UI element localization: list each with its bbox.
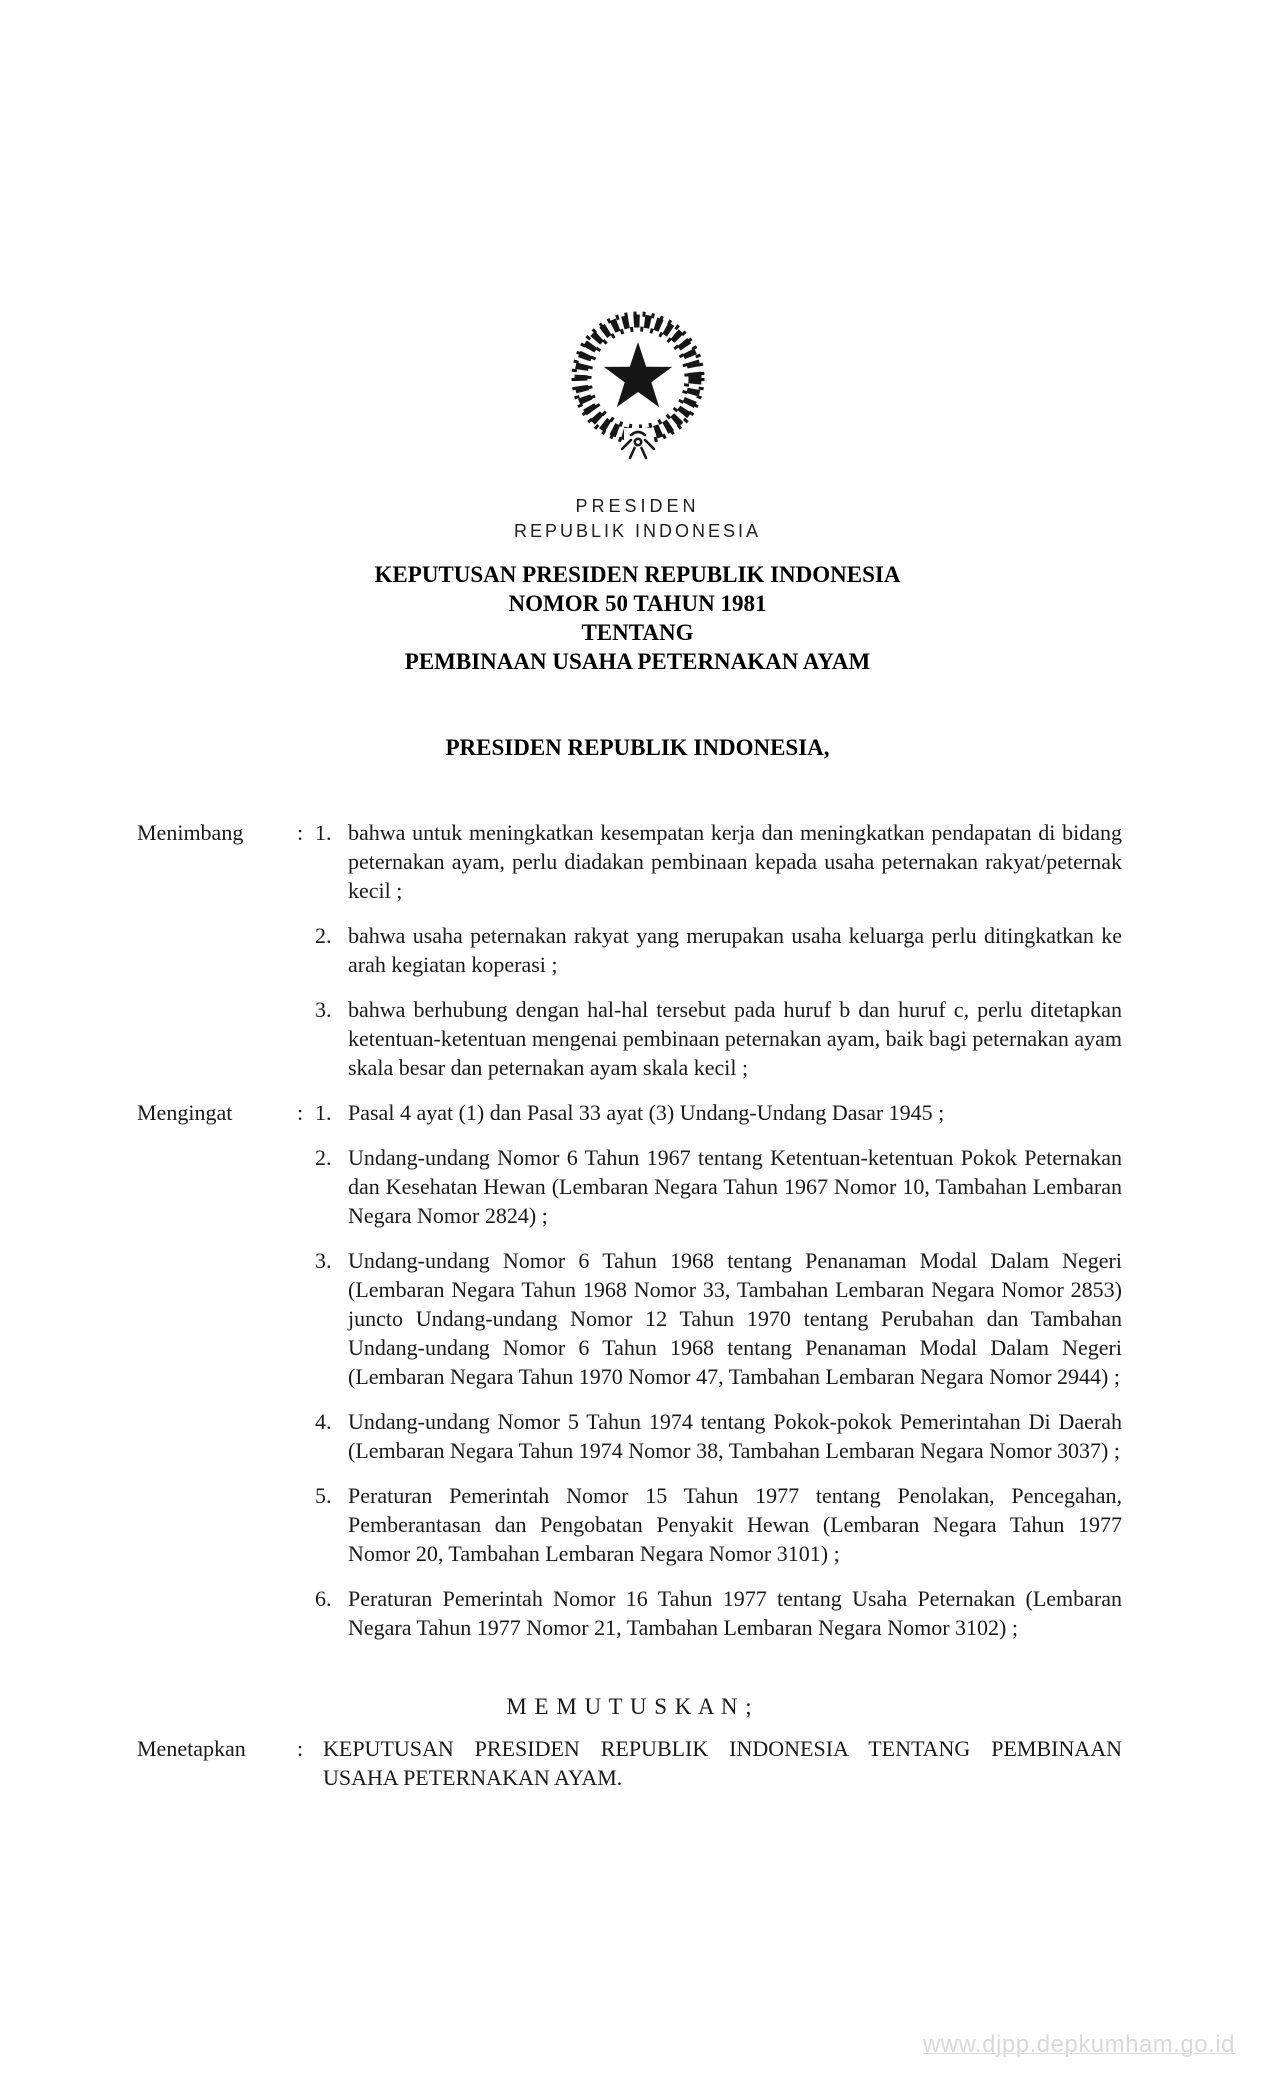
item-text: Peraturan Pemerintah Nomor 15 Tahun 1977 tentang Penolakan, Pencegahan, Pemberantasan dan Pengobatan Penyakit Hewan (Lembaran Negara Tahun 1977 Nomor 20, Tambahan Lembaran Negara Nomor 3101) ; xyxy=(348,1483,1122,1566)
opening-heading: PRESIDEN REPUBLIK INDONESIA, xyxy=(445,735,830,760)
decree-title-line3: TENTANG xyxy=(581,620,694,645)
section-label: Menetapkan xyxy=(137,1736,246,1761)
decree-title-line1: KEPUTUSAN PRESIDEN REPUBLIK INDONESIA xyxy=(374,562,901,587)
item-text: Peraturan Pemerintah Nomor 16 Tahun 1977 tentang Usaha Peternakan (Lembaran Negara Tahun 1977 Nomor 21, Tambahan Lembaran Negara Nomor 3102) ; xyxy=(348,1586,1122,1640)
list-item xyxy=(315,1584,1122,1642)
item-text: bahwa berhubung dengan hal-hal tersebut pada huruf b dan huruf c, perlu ditetapkan ketentuan-ketentuan mengenai pembinaan peternakan ayam, baik bagi peternakan ayam skala besar dan peternakan ayam skala kecil ; xyxy=(348,997,1122,1080)
memutuskan-heading: M E M U T U S K A N ; xyxy=(506,1694,753,1719)
item-text: Undang-undang Nomor 6 Tahun 1968 tentang Penanaman Modal Dalam Negeri (Lembaran Negara Tahun 1968 Nomor 33, Tambahan Lembaran Negara Nomor 2853) juncto Undang-undang Nomor 12 Tahun 1970 tentang Perubahan dan Tambahan Undang-undang Nomor 6 Tahun 1968 tentang Penanaman Modal Dalam Negeri (Lembaran Negara Tahun 1970 Nomor 47, Tambahan Lembaran Negara Nomor 2944) ; xyxy=(348,1248,1122,1389)
section-label: Menimbang xyxy=(137,820,244,845)
agency-caption xyxy=(0,496,1275,542)
item-number: 2. xyxy=(315,1145,332,1170)
section-row xyxy=(137,1098,1122,1658)
decree-title-line4: PEMBINAAN USAHA PETERNAKAN AYAM xyxy=(404,649,871,674)
star-wreath-emblem-icon xyxy=(562,302,714,472)
item-number: 1. xyxy=(315,1100,332,1125)
item-text: Undang-undang Nomor 5 Tahun 1974 tentang Pokok-pokok Pemerintahan Di Daerah (Lembaran Negara Tahun 1974 Nomor 38, Tambahan Lembaran Negara Nomor 3037) ; xyxy=(348,1409,1122,1463)
agency-republik-label: REPUBLIK INDONESIA xyxy=(513,521,762,541)
item-number: 1. xyxy=(315,820,332,845)
item-number: 5. xyxy=(315,1483,332,1508)
section-items xyxy=(315,1098,1122,1658)
list-item xyxy=(315,1407,1122,1465)
list-item xyxy=(315,1246,1122,1391)
item-text: bahwa untuk meningkatkan kesempatan kerja dan meningkatkan pendapatan di bidang peternakan ayam, perlu diadakan pembinaan kepada usaha peternakan rakyat/peternak kecil ; xyxy=(348,820,1122,903)
item-text: Undang-undang Nomor 6 Tahun 1967 tentang Ketentuan-ketentuan Pokok Peternakan dan Kesehatan Hewan (Lembaran Negara Tahun 1967 Nomor 10, Tambahan Lembaran Negara Nomor 2824) ; xyxy=(348,1145,1122,1228)
section-items xyxy=(315,818,1122,1098)
section-colon: : xyxy=(297,820,304,845)
list-item xyxy=(315,1098,1122,1127)
list-item xyxy=(315,1481,1122,1568)
item-text: Pasal 4 ayat (1) dan Pasal 33 ayat (3) Undang-Undang Dasar 1945 ; xyxy=(348,1100,945,1125)
list-item xyxy=(315,1143,1122,1230)
menetapkan-text: KEPUTUSAN PRESIDEN REPUBLIK INDONESIA TENTANG PEMBINAAN USAHA PETERNAKAN AYAM. xyxy=(323,1736,1122,1790)
decree-title-line2: NOMOR 50 TAHUN 1981 xyxy=(508,591,767,616)
item-number: 3. xyxy=(315,1248,332,1273)
item-text: bahwa usaha peternakan rakyat yang merupakan usaha keluarga perlu ditingkatkan ke arah kegiatan koperasi ; xyxy=(348,923,1122,977)
item-number: 3. xyxy=(315,997,332,1022)
menetapkan-row xyxy=(137,1734,1122,1792)
sections-host xyxy=(137,818,1122,1658)
section-row xyxy=(137,818,1122,1098)
section-colon: : xyxy=(297,1100,304,1125)
section-label: Mengingat xyxy=(137,1100,233,1125)
list-item xyxy=(315,818,1122,905)
item-number: 2. xyxy=(315,923,332,948)
item-number: 6. xyxy=(315,1586,332,1611)
item-number: 4. xyxy=(315,1409,332,1434)
decree-title-block xyxy=(0,560,1275,676)
watermark-text: www.djpp.depkumham.go.id xyxy=(922,2031,1235,2058)
list-item xyxy=(315,921,1122,979)
agency-presiden-label: PRESIDEN xyxy=(575,496,700,516)
section-colon: : xyxy=(297,1736,304,1761)
document-body xyxy=(137,818,1122,1792)
list-item xyxy=(315,995,1122,1082)
